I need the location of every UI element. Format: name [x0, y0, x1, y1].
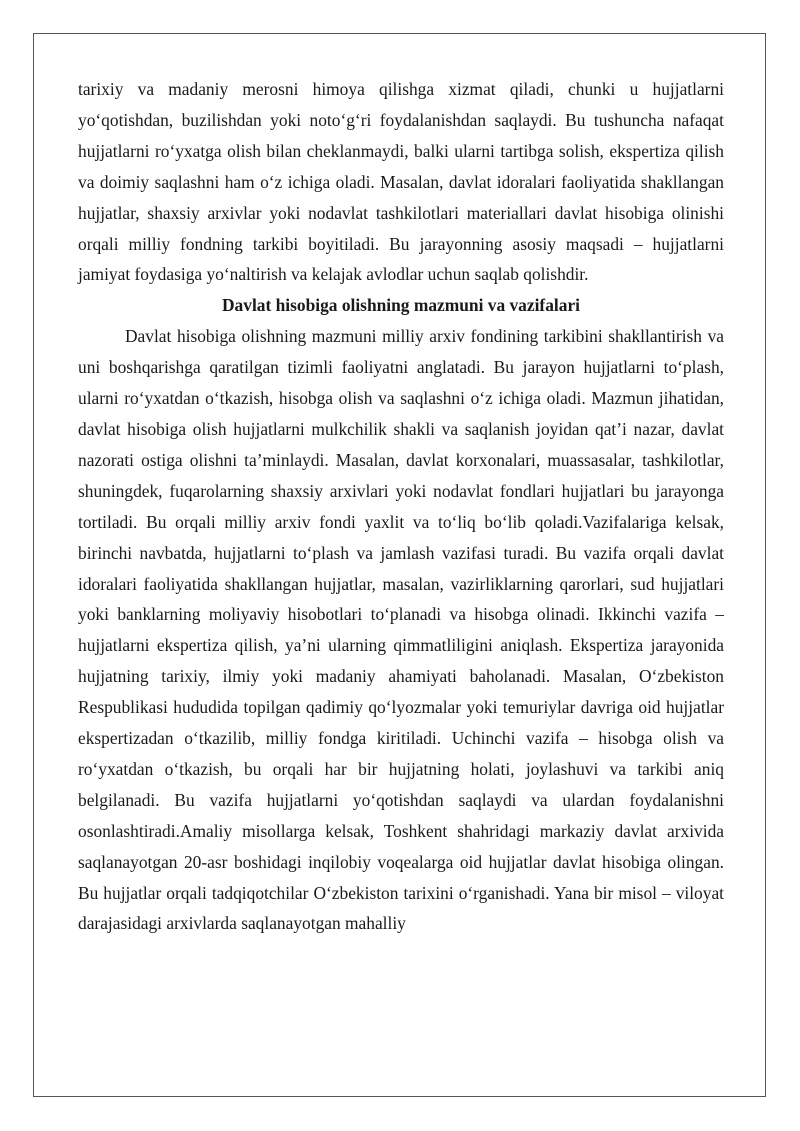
paragraph-intro: tarixiy va madaniy merosni himoya qilishga xizmat qiladi, chunki u hujjatlarni yo‘qotishdan, buzilishdan yoki noto‘g‘ri foydalanishdan saqlaydi. Bu tushuncha nafaqat hujjatlarni ro‘yxatga olish bilan cheklanmaydi, balki ularni tartibga solish, ekspertiza qilish va doimiy saqlashni ham o‘z ichiga oladi. Masalan, davlat idoralari faoliyatida shakllangan hujjatlar, shaxsiy arxivlar yoki nodavlat tashkilotlari materiallari davlat hisobiga olinishi orqali milliy fondning tarkibi boyitiladi. Bu jarayonning asosiy maqsadi – hujjatlarni jamiyat foydasiga yo‘naltirish va kelajak avlodlar uchun saqlab qolishdir.	[78, 79, 724, 285]
paragraph-main: Davlat hisobiga olishning mazmuni milliy arxiv fondining tarkibini shakllantirish va uni boshqarishga qaratilgan tizimli faoliyatni anglatadi. Bu jarayon hujjatlarni to‘plash, ularni ro‘yxatdan o‘tkazish, hisobga olish va saqlashni o‘z ichiga oladi. Mazmun jihatidan, davlat hisobiga olish hujjatlarni mulkchilik shakli va saqlanish joyidan qat’i nazar, davlat nazorati ostiga olishni ta’minlaydi. Masalan, davlat korxonalari, muassasalar, tashkilotlar, shuningdek, fuqarolarning shaxsiy arxivlari yoki nodavlat fondlari hujjatlari bu jarayonga tortiladi. Bu orqali milliy arxiv fondi yaxlit va to‘liq bo‘lib qoladi.Vazifalariga kelsak, birinchi navbatda, hujjatlarni to‘plash va jamlash vazifasi turadi. Bu vazifa orqali davlat idoralari faoliyatida shakllangan hujjatlar, masalan, vazirliklarning qarorlari, sud hujjatlari yoki banklarning moliyaviy hisobotlari to‘planadi va hisobga olinadi. Ikkinchi vazifa – hujjatlarni ekspertiza qilish, ya’ni ularning qimmatliligini aniqlash. Ekspertiza jarayonida hujjatning tarixiy, ilmiy yoki madaniy ahamiyati baholanadi. Masalan, O‘zbekiston Respublikasi hududida topilgan qadimiy qo‘lyozmalar yoki temuriylar davriga oid hujjatlar ekspertizadan o‘tkazilib, milliy fondga kiritiladi. Uchinchi vazifa – hisobga olish va ro‘yxatdan o‘tkazish, bu orqali har bir hujjatning holati, joylashuvi va tarkibi aniq belgilanadi. Bu vazifa hujjatlarni yo‘qotishdan saqlaydi va ulardan foydalanishni osonlashtiradi.Amaliy misollarga kelsak, Toshkent shahridagi markaziy davlat arxivida saqlanayotgan 20-asr boshidagi inqilobiy voqealarga oid hujjatlar davlat hisobiga olingan. Bu hujjatlar orqali tadqiqotchilar O‘zbekiston tarixini o‘rganishadi. Yana bir misol – viloyat darajasidagi arxivlarda saqlanayotgan mahalliy	[78, 326, 724, 934]
document-body	[78, 74, 724, 939]
section-heading: Davlat hisobiga olishning mazmuni va vazifalari	[222, 295, 580, 316]
